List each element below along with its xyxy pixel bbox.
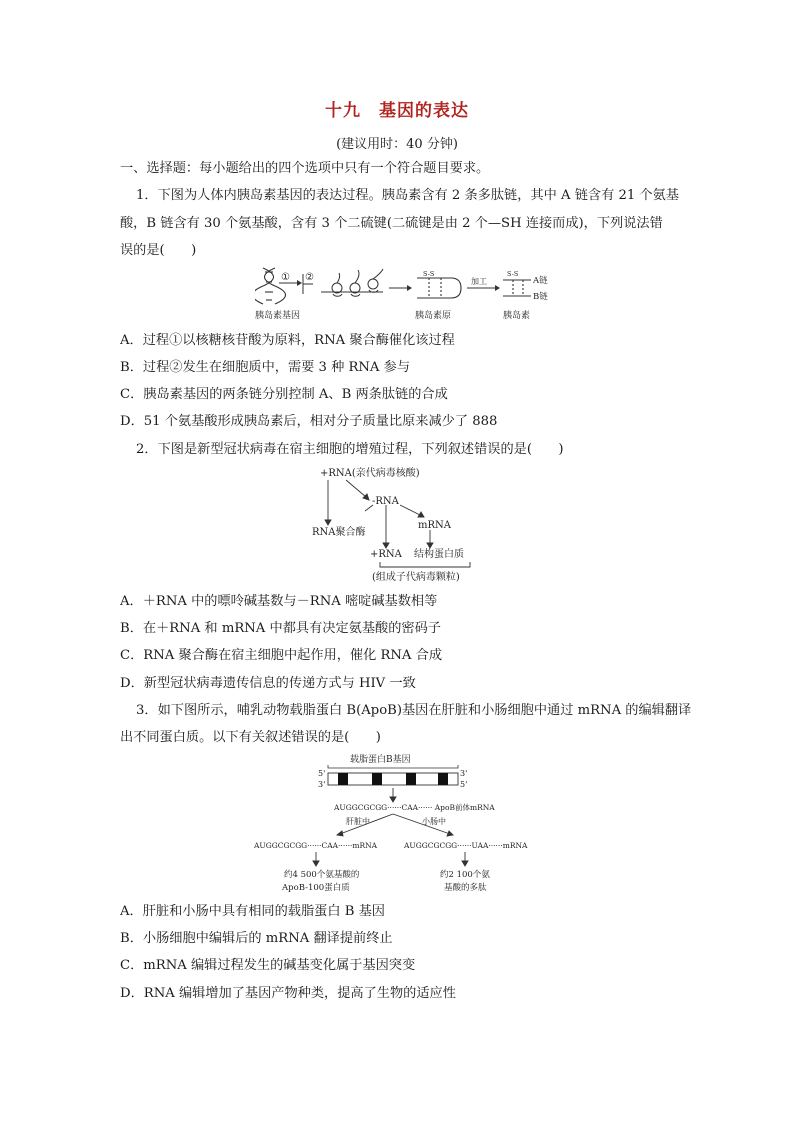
q2-option-b: B．在＋RNA 和 mRNA 中都具有决定氨基酸的密码子 <box>120 621 441 636</box>
section-heading: 一、选择题：每小题给出的四个选项中只有一个符合题目要求。 <box>120 161 490 176</box>
five-prime-bottom: 5' <box>460 780 468 789</box>
q2-option-a: A．＋RNA 中的嘌呤碱基数与－RNA 嘧啶碱基数相等 <box>120 594 438 609</box>
gene-title: 载脂蛋白B基因 <box>350 755 411 765</box>
q3-option-d: D．RNA 编辑增加了基因产物种类，提高了生物的适应性 <box>120 986 456 1001</box>
three-prime-top: 3' <box>460 769 468 778</box>
q3-option-b: B．小肠细胞中编辑后的 mRNA 翻译提前终止 <box>120 931 393 946</box>
q1-stem-line3: 误的是( ) <box>120 243 197 258</box>
q1-option-b: B．过程②发生在细胞质中，需要 3 种 RNA 参与 <box>120 360 411 375</box>
q1-option-a: A．过程①以核糖核苷酸为原料，RNA 聚合酶催化该过程 <box>120 333 455 348</box>
plus-rna-label: +RNA <box>370 549 402 560</box>
gene-strand-icon <box>328 773 458 785</box>
insulin-label: 胰岛素 <box>503 311 531 321</box>
q2-stem: 2．下图是新型冠状病毒在宿主细胞的增殖过程，下列叙述错误的是( ) <box>136 442 564 457</box>
q1-stem-line2: 酸，B 链含有 30 个氨基酸，含有 3 个二硫键(二硫键是由 2 个—SH 连接而成)，下列说法错 <box>120 216 663 231</box>
intestine-product-line1: 约2 100个氨 <box>440 870 490 880</box>
q1-stem-line1: 1．下图为人体内胰岛素基因的表达过程。胰岛素含有 2 条多肽链，其中 A 链含有 21 个氨基 <box>136 188 679 203</box>
q3-option-c: C．mRNA 编辑过程发生的碱基变化属于基因突变 <box>120 958 416 973</box>
q1-option-d: D．51 个氨基酸形成胰岛素后，相对分子质量比原来减少了 888 <box>120 414 498 429</box>
minus-rna-label: -RNA <box>372 496 399 507</box>
q3-stem-line2: 出不同蛋白质。以下有关叙述错误的是( ) <box>120 730 381 745</box>
three-prime-bottom: 3' <box>318 780 326 789</box>
q2-option-d: D．新型冠状病毒遗传信息的传递方式与 HIV 一致 <box>120 676 416 691</box>
proinsulin-icon <box>417 278 461 298</box>
insulin-ss: S-S <box>507 270 519 278</box>
proinsulin-ss: S-S <box>423 270 435 278</box>
q3-figure-apob-editing <box>254 752 544 897</box>
liver-product-line1: 约4 500个氨基酸的 <box>284 870 360 880</box>
q2-figure-virus-replication <box>310 463 485 588</box>
ribosome-icon <box>321 269 383 296</box>
liver-mrna: AUGGCGCGG······CAA······mRNA <box>254 841 378 850</box>
step2-label: ② <box>305 272 314 283</box>
proinsulin-label: 胰岛素原 <box>415 311 452 321</box>
intestine-mrna: AUGGCGCGG······UAA······mRNA <box>404 841 528 850</box>
a-chain-label: A链 <box>533 276 548 286</box>
intestine-label: 小肠中 <box>422 817 446 826</box>
b-chain-label: B链 <box>533 292 548 302</box>
liver-product-line2: ApoB-100蛋白质 <box>282 883 350 893</box>
q3-option-a: A．肝脏和小肠中具有相同的载脂蛋白 B 基因 <box>120 904 385 919</box>
insulin-icon <box>503 280 531 296</box>
process-label: 加工 <box>471 277 487 286</box>
q1-option-c: C．胰岛素基因的两条链分别控制 A、B 两条肽链的合成 <box>120 387 448 402</box>
gene-label: 胰岛素基因 <box>255 311 301 321</box>
progeny-virus-label: (组成子代病毒颗粒) <box>372 572 460 583</box>
intestine-product-line2: 基酸的多肽 <box>444 883 487 893</box>
q1-figure-insulin-expression <box>255 266 565 324</box>
step1-label: ① <box>281 272 290 283</box>
precursor-mrna: AUGGCGCGG······CAA······ ApoB前体mRNA <box>334 803 495 812</box>
mrna-label: mRNA <box>418 520 451 531</box>
parent-rna-label: +RNA(亲代病毒核酸) <box>320 468 420 479</box>
page-title: 十九 基因的表达 <box>325 101 469 121</box>
structural-protein-label: 结构蛋白质 <box>414 549 464 560</box>
liver-label: 肝脏中 <box>346 817 370 826</box>
rna-polymerase-label: RNA聚合酶 <box>312 527 366 538</box>
q2-option-c: C．RNA 聚合酶在宿主细胞中起作用，催化 RNA 合成 <box>120 648 443 663</box>
five-prime-top: 5' <box>318 769 326 778</box>
suggested-time: (建议用时：40 分钟) <box>336 137 458 152</box>
q3-stem-line1: 3．如下图所示，哺乳动物载脂蛋白 B(ApoB)基因在肝脏和小肠细胞中通过 mRNA 的编辑翻译 <box>136 703 692 718</box>
